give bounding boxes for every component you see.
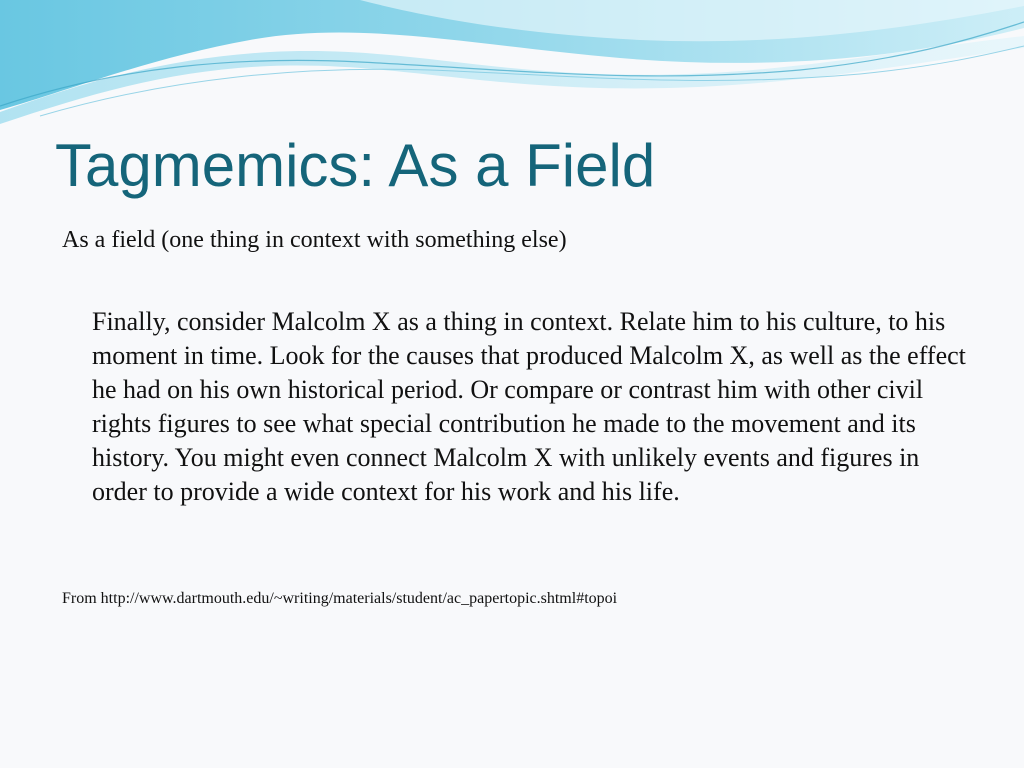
decorative-wave [0, 0, 1024, 130]
intro-line: As a field (one thing in context with something else) [62, 227, 567, 253]
slide-title: Tagmemics: As a Field [55, 132, 656, 199]
body-paragraph: Finally, consider Malcolm X as a thing in context. Relate him to his culture, to his moment in time. Look for the causes that produced Malcolm X, as well as the effect he had on his own historical period. Or compare or contrast him with other civil rights figures to see what special contribution he made to the movement and its history. You might even connect Malcolm X with unlikely events and figures in order to provide a wide context for his work and his life. [92, 307, 966, 506]
source-citation: From http://www.dartmouth.edu/~writing/materials/student/ac_papertopic.shtml#topoi [62, 590, 618, 607]
